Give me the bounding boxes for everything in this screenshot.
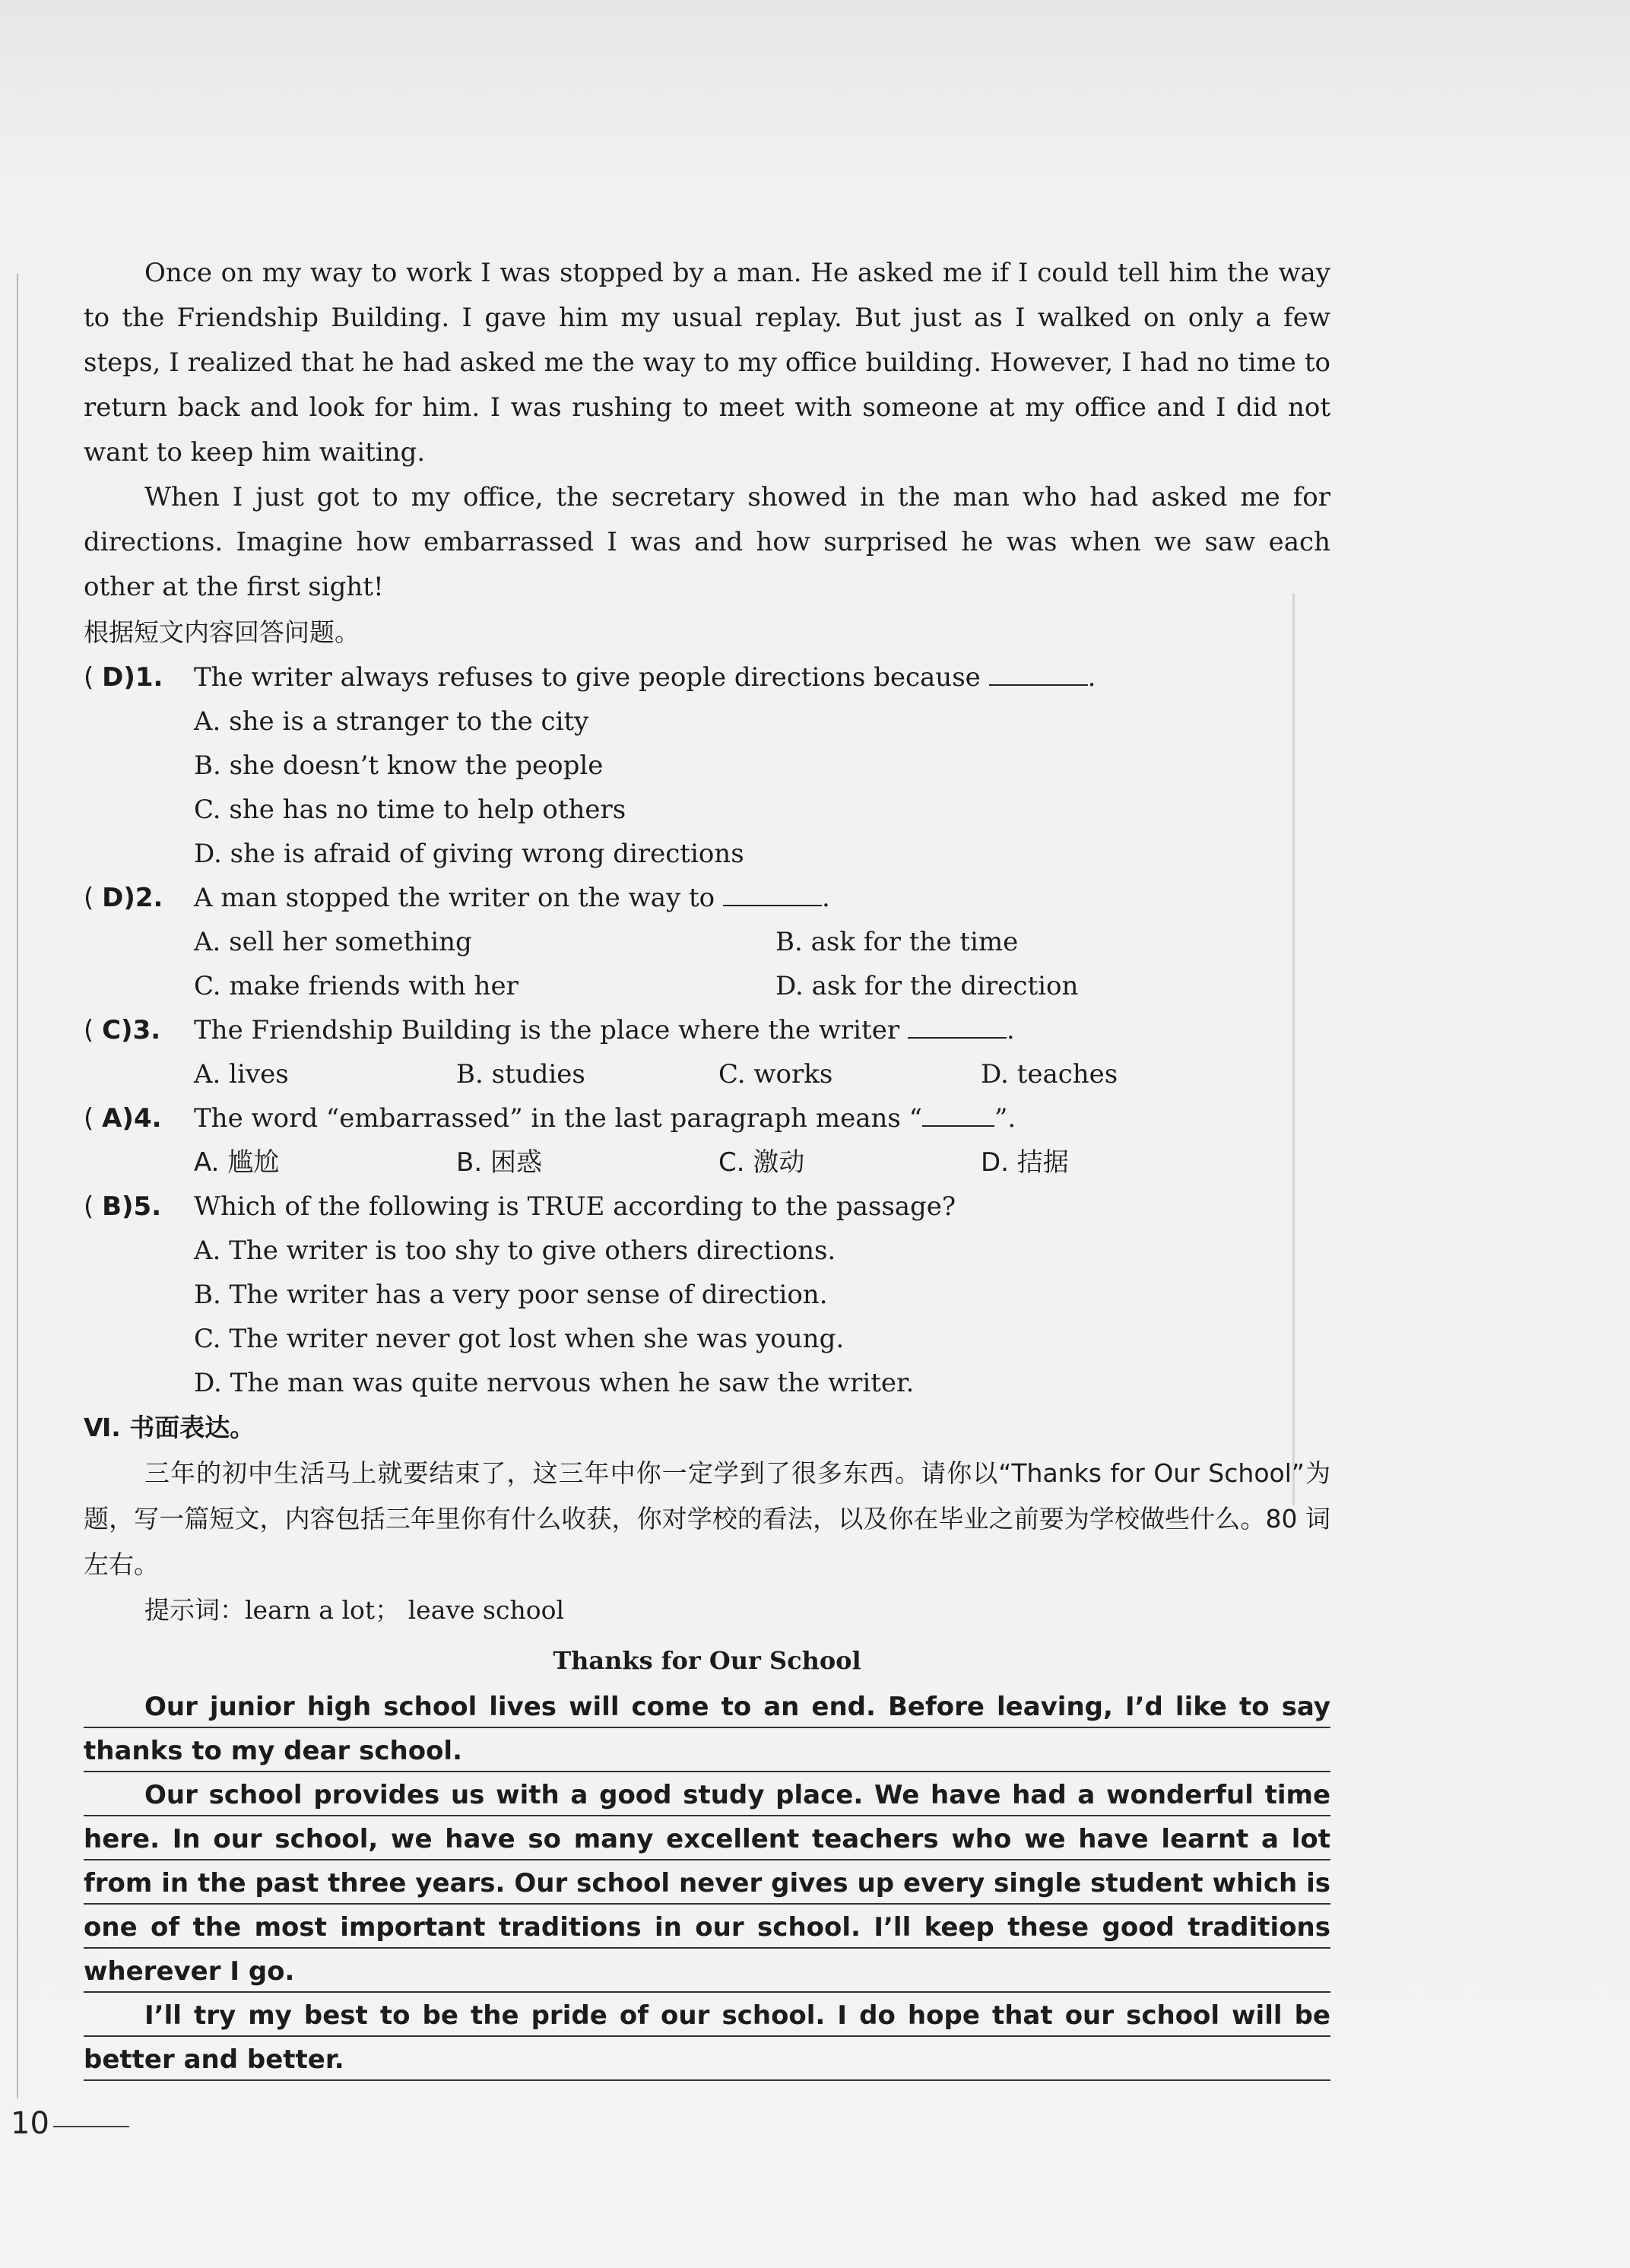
answer-mark: B (102, 1191, 122, 1222)
writing-prompt: 三年的初中生活马上就要结束了，这三年中你一定学到了很多东西。请你以“Thanks for Our School”为题，写一篇短文，内容包括三年里你有什么收获，你对学校的看法，以及你在毕业之前要为学校做些什么。80 词左右。 (84, 1458, 1330, 1579)
question-3-options (84, 1052, 1330, 1096)
option-b: B. ask for the time (775, 927, 1019, 957)
question-stem: A man stopped the writer on the way to . (194, 883, 830, 913)
answer-blank[interactable] (989, 661, 1088, 686)
option-d: D. teaches (981, 1059, 1118, 1090)
question-4-options (84, 1140, 1330, 1185)
option-d: D. ask for the direction (775, 971, 1079, 1001)
option-c: C. 激动 (718, 1147, 805, 1178)
option-a: A. The writer is too shy to give others directions. (194, 1236, 836, 1266)
answer-bracket: ( D)1. (84, 662, 163, 693)
answer-blank[interactable] (908, 1014, 1007, 1039)
margin-rule (17, 274, 18, 2098)
page-number: 10 (11, 2106, 49, 2141)
page-number-rule (53, 2126, 129, 2127)
question-stem: The writer always refuses to give people directions because . (194, 662, 1096, 693)
option-b: B. she doesn’t know the people (194, 750, 604, 781)
question-stem: The Friendship Building is the place where the writer . (194, 1015, 1015, 1045)
instruction: 根据短文内容回答问题。 (84, 617, 360, 647)
question-2-options (84, 920, 1330, 1008)
option-b: B. studies (456, 1059, 585, 1090)
option-a: A. lives (194, 1059, 289, 1090)
essay-paragraph-1: Our junior high school lives will come to an end. Before leaving, I’d like to say thanks to my dear school. (84, 1685, 1330, 1773)
writing-hint: 提示词：learn a lot； leave school (144, 1595, 564, 1625)
essay-paragraph-2: Our school provides us with a good study place. We have had a wonderful time here. In our school, we have so many excellent teachers who we have learnt a lot from in the past three years. Our school never gives up every single student which is one of the most important traditions in our school. I’ll keep these good traditions wherever I go. (84, 1773, 1330, 1994)
question-1-options (84, 699, 1330, 876)
question-stem: The word “embarrassed” in the last paragraph means “ ”. (194, 1103, 1016, 1134)
question-2 (84, 876, 1330, 920)
page-content (84, 251, 1330, 2082)
answer-bracket: ( B)5. (84, 1191, 162, 1222)
option-c: C. make friends with her (194, 971, 518, 1001)
option-d: D. 拮据 (981, 1147, 1069, 1178)
answer-mark: C (102, 1015, 122, 1045)
essay-title: Thanks for Our School (553, 1646, 861, 1675)
question-5 (84, 1185, 1330, 1229)
question-1 (84, 655, 1330, 699)
answer-bracket: ( A)4. (84, 1103, 162, 1134)
answer-blank[interactable] (922, 1102, 994, 1127)
answer-bracket: ( D)2. (84, 883, 163, 913)
option-a: A. sell her something (194, 927, 472, 957)
passage-paragraph-1: Once on my way to work I was stopped by a man. He asked me if I could tell him the way to the Friendship Building. I gave him my usual replay. But just as I walked on only a few steps, I realized that he had asked me the way to my office building. However, I had no time to return back and look for him. I was rushing to meet with someone at my office and I did not want to keep him waiting. (84, 258, 1330, 468)
option-a: A. she is a stranger to the city (194, 706, 589, 737)
answer-blank[interactable] (723, 882, 822, 906)
option-d: D. she is afraid of giving wrong directions (194, 839, 744, 869)
writing-section-title: Ⅵ. 书面表达。 (84, 1413, 255, 1442)
option-b: B. 困惑 (456, 1147, 542, 1178)
option-a: A. 尴尬 (194, 1147, 280, 1178)
option-c: C. works (718, 1059, 833, 1090)
option-d: D. The man was quite nervous when he saw the writer. (194, 1368, 915, 1398)
question-3 (84, 1008, 1330, 1052)
answer-mark: D (102, 883, 124, 913)
answer-mark: A (102, 1103, 122, 1134)
essay-paragraph-3: I’ll try my best to be the pride of our school. I do hope that our school will be better and better. (84, 1994, 1330, 2082)
option-c: C. she has no time to help others (194, 795, 626, 825)
option-c: C. The writer never got lost when she was young. (194, 1324, 845, 1354)
question-5-options (84, 1229, 1330, 1405)
passage-paragraph-2: When I just got to my office, the secretary showed in the man who had asked me for directions. Imagine how embarrassed I was and how surprised he was when we saw each other at the first sight! (84, 482, 1330, 602)
question-4 (84, 1096, 1330, 1140)
answer-mark: D (102, 662, 124, 693)
option-b: B. The writer has a very poor sense of direction. (194, 1280, 828, 1310)
question-stem: Which of the following is TRUE according to the passage? (194, 1191, 956, 1222)
answer-bracket: ( C)3. (84, 1015, 161, 1045)
